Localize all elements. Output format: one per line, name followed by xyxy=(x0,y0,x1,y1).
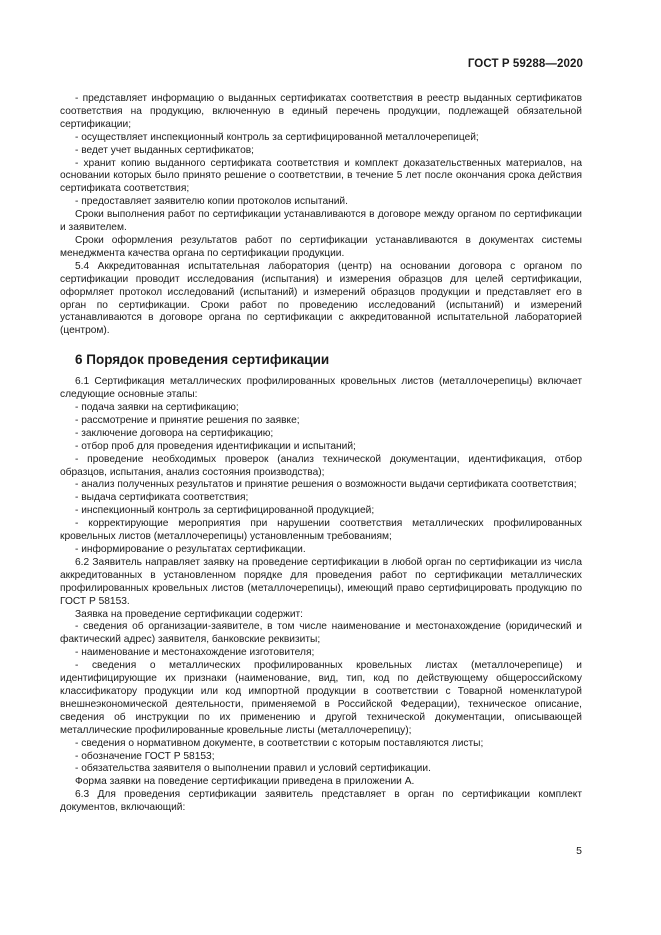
paragraph: - рассмотрение и принятие решения по заявке; xyxy=(75,414,300,426)
paragraph: - сведения о металлических профилированных кровельных листах (металлочерепице) и идентифицирующие их признаки (наименование, вид, тип, код по действующему общероссийскому классификатору продукции или код импортной продукции в соответствии с Товарной номенклатурой внешнеэкономической деятельности, применяемой в Российской Федерации), техническое описание, сведения об инструкции по их применению и другой технической документации, описывающей металлические профилированные кровельные листы (металлочерепицу); xyxy=(60,660,582,736)
paragraph: - информирование о результатах сертификации. xyxy=(75,544,306,555)
paragraph: Сроки выполнения работ по сертификации устанавливаются в договоре между органом по сертификации и заявителем. xyxy=(60,209,582,234)
paragraph: - представляет информацию о выданных сертификатах соответствия в реестр выданных сертификатов соответствия на продукцию, включенную в единый перечень продукции, подлежащей обязательной сертификации; xyxy=(60,93,582,130)
paragraph: 6.1 Сертификация металлических профилированных кровельных листов (металлочерепицы) включает следующие основные этапы: xyxy=(60,376,582,401)
paragraph: - отбор проб для проведения идентификации и испытаний; xyxy=(75,440,356,452)
section-6 xyxy=(60,376,582,815)
paragraph: - осуществляет инспекционный контроль за сертифицированной металлочерепицей; xyxy=(75,131,479,143)
paragraph: - хранит копию выданного сертификата соответствия и комплект доказательственных материалов, на основании которых было принято решение о соответствии, в течение 5 лет после окончания срока действия сертификата соответствия; xyxy=(60,157,582,195)
paragraph: - проведение необходимых проверок (анализ технической документации, идентификация, отбор образцов, испытания, анализ состояния производства); xyxy=(60,453,582,478)
document-body xyxy=(60,93,582,815)
paragraph: - заключение договора на сертификацию; xyxy=(75,427,274,439)
paragraph: 5.4 Аккредитованная испытательная лаборатория (центр) на основании договора с органом по сертификации проводит исследования (испытания) и измерения образцов для целей сертификации, оформляет протокол исследований (испытаний) и измерений образцов продукции и представляет его в орган по сертификации. Сроки работ по проведению исследований (испытаний) и измерений устанавливаются в договоре органа по сертификации с аккредитованной испытательной лабораторией (центром). xyxy=(60,260,582,337)
paragraph: - сведения о нормативном документе, в соответствии с которым поставляются листы; xyxy=(75,737,484,749)
paragraph: - наименование и местонахождение изготовителя; xyxy=(75,647,315,659)
paragraph: - предоставляет заявителю копии протоколов испытаний. xyxy=(75,196,348,208)
paragraph: - инспекционный контроль за сертифицированной продукцией; xyxy=(75,505,375,517)
paragraph: 6.2 Заявитель направляет заявку на проведение сертификации в любой орган по сертификации из числа аккредитованных в установленном порядке для проведения работ по сертификации металлических профилированных кровельных листов (металлочерепицы), имеющий право сертифицировать продукцию по ГОСТ Р 58153. xyxy=(60,556,582,607)
standard-header: ГОСТ Р 59288—2020 xyxy=(467,58,583,70)
page-number: 5 xyxy=(576,845,582,857)
paragraph: Сроки оформления результатов работ по сертификации устанавливаются в документах системы менеджмента качества органа по сертификации продукции. xyxy=(60,234,582,259)
paragraph: - анализ полученных результатов и принятие решения о возможности выдачи сертификата соответствия; xyxy=(75,479,577,491)
section-6-heading: 6 Порядок проведения сертификации xyxy=(75,352,330,368)
paragraph: - корректирующие мероприятия при нарушении соответствия металлических профилированных кровельных листов (металлочерепицы) установленным требованиям; xyxy=(60,518,582,543)
paragraph: Форма заявки на поведение сертификации приведена в приложении А. xyxy=(75,776,415,788)
paragraph: - обязательства заявителя о выполнении правил и условий сертификации. xyxy=(75,763,431,775)
section-5-continuation xyxy=(60,93,582,338)
paragraph: - обозначение ГОСТ Р 58153; xyxy=(75,750,215,762)
paragraph: Заявка на проведение сертификации содержит: xyxy=(75,608,304,620)
paragraph: - подача заявки на сертификацию; xyxy=(75,402,239,414)
paragraph: - сведения об организации-заявителе, в том числе наименование и местонахождение (юридический и фактический адрес) заявителя, банковские реквизиты; xyxy=(60,621,582,646)
paragraph: - выдача сертификата соответствия; xyxy=(75,492,249,504)
paragraph: 6.3 Для проведения сертификации заявитель представляет в орган по сертификации комплект документов, включающий: xyxy=(60,789,582,814)
paragraph: - ведет учет выданных сертификатов; xyxy=(75,144,255,156)
